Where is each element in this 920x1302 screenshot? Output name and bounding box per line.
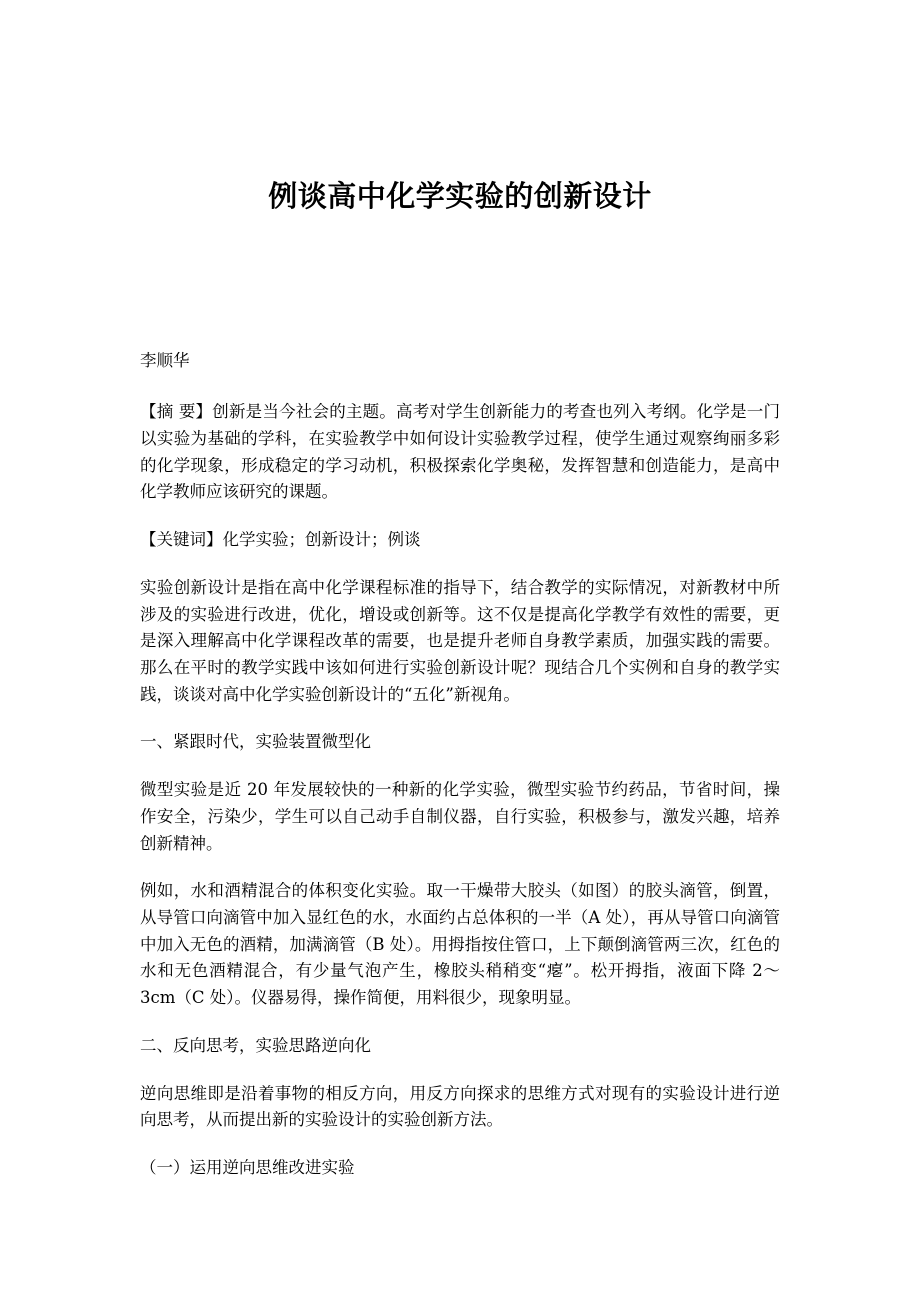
keywords-paragraph: 【关键词】化学实验；创新设计；例谈 [140,530,421,550]
section-heading-2: 二、反向思考，实验思路逆向化 [140,1035,371,1055]
subsection-heading-1: （一）运用逆向思维改进实验 [140,1158,355,1178]
abstract-paragraph: 【摘 要】创新是当今社会的主题。高考对学生创新能力的考查也列入考纲。化学是一门以实验为基础的学科，在实验教学中如何设计实验教学过程，使学生通过观察绚丽多彩的化学现象，形成稳定的学习动机，积极探索化学奥秘，发挥智慧和创造能力，是高中化学教师应该研究的课题。 [140,402,780,502]
section-heading-1: 一、紧跟时代，实验装置微型化 [140,732,371,752]
body-paragraph-1: 实验创新设计是指在高中化学课程标准的指导下，结合教学的实际情况，对新教材中所涉及的实验进行改进，优化，增设或创新等。这不仅是提高化学教学有效性的需要，更是深入理解高中化学课程改革的需要，也是提升老师自身教学素质，加强实践的需要。那么在平时的教学实践中该如何进行实验创新设计呢？现结合几个实例和自身的教学实践，谈谈对高中化学实验创新设计的“五化”新视角。 [140,577,780,704]
body-paragraph-3: 例如，水和酒精混合的体积变化实验。取一干燥带大胶头（如图）的胶头滴管，倒置，从导管口向滴管中加入显红色的水，水面约占总体积的一半（A 处），再从导管口向滴管中加入无色的酒精，加满滴管（B 处）。用拇指按住管口，上下颠倒滴管两三次，红色的水和无色酒精混合，有少量气泡产生，橡胶头稍稍变“瘪”。松开拇指，液面下降 2～3cm（C 处）。仪器易得，操作简便，用料很少，现象明显。 [140,881,780,1008]
body-paragraph-2: 微型实验是近 20 年发展较快的一种新的化学实验，微型实验节约药品，节省时间，操作安全，污染少，学生可以自己动手自制仪器，自行实验，积极参与，激发兴趣，培养创新精神。 [140,780,780,853]
author-name: 李顺华 [140,350,190,370]
page-title: 例谈高中化学实验的创新设计 [268,179,652,213]
body-paragraph-4: 逆向思维即是沿着事物的相反方向，用反方向探求的思维方式对现有的实验设计进行逆向思考，从而提出新的实验设计的实验创新方法。 [140,1083,780,1130]
